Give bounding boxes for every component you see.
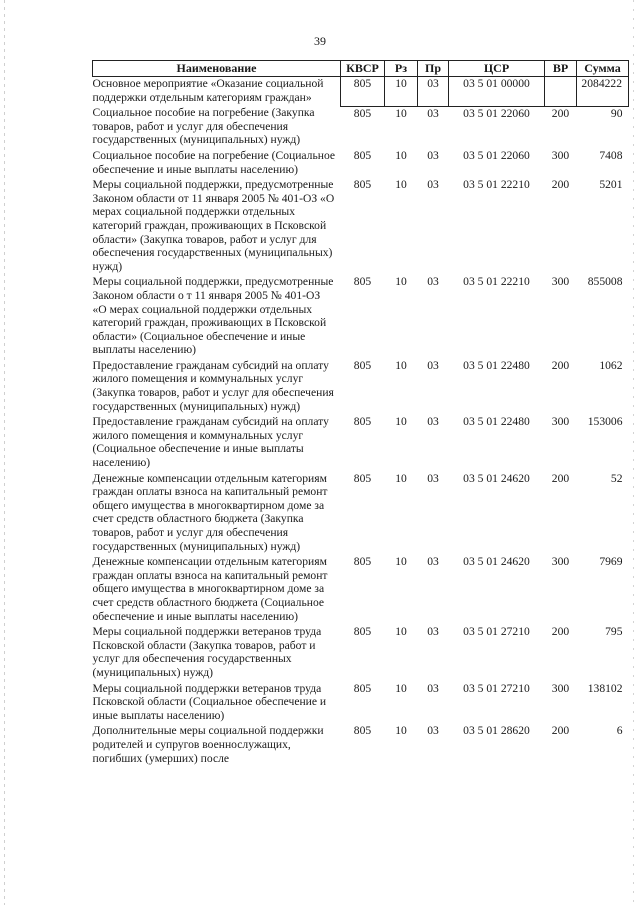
cell-kvsr: 805 (353, 358, 372, 372)
table-body (93, 77, 629, 768)
budget-table (92, 60, 629, 767)
table-row (93, 149, 629, 178)
header-kvsr: КВСР (341, 61, 385, 77)
table-header-row (93, 61, 629, 77)
cell-vr: 300 (551, 681, 570, 695)
cell-pr: 03 (427, 358, 439, 372)
cell-rz: 10 (395, 555, 407, 569)
cell-name: Меры социальной поддержки ветеранов труда Псковской области (Закупка товаров, работ и услуг для обеспечения государственных (муниципальных) нужд) (92, 625, 322, 679)
table-row (93, 359, 629, 415)
cell-csr: 03 5 01 27210 (463, 681, 530, 695)
cell-rz: 10 (395, 724, 407, 738)
table-row (93, 275, 629, 359)
cell-sum: 138102 (587, 681, 623, 695)
cell-kvsr: 805 (341, 77, 385, 107)
header-pr: Пр (418, 61, 449, 77)
cell-rz: 10 (395, 471, 407, 485)
cell-kvsr: 805 (353, 681, 372, 695)
cell-kvsr: 805 (353, 275, 372, 289)
cell-vr: 200 (551, 178, 570, 192)
header-sum: Сумма (577, 61, 629, 77)
cell-rz: 10 (395, 275, 407, 289)
cell-sum: 2084222 (577, 77, 629, 107)
cell-pr: 03 (427, 471, 439, 485)
cell-csr: 03 5 01 24620 (463, 555, 530, 569)
cell-csr: 03 5 01 27210 (463, 625, 530, 639)
cell-rz: 10 (395, 625, 407, 639)
table-row (93, 106, 629, 149)
cell-kvsr: 805 (353, 415, 372, 429)
table-row (93, 682, 629, 725)
cell-kvsr: 805 (353, 148, 372, 162)
cell-vr: 200 (551, 471, 570, 485)
table-row (93, 555, 629, 625)
header-vr: ВР (545, 61, 577, 77)
cell-pr: 03 (427, 415, 439, 429)
cell-name: Предоставление гражданам субсидий на оплату жилого помещения и коммунальных услуг (Социальное обеспечение и иные выплаты населению) (92, 415, 329, 470)
cell-csr: 03 5 01 00000 (449, 77, 545, 107)
cell-sum: 5201 (599, 178, 623, 192)
cell-sum: 52 (610, 471, 623, 485)
cell-vr: 300 (551, 555, 570, 569)
cell-sum: 795 (605, 625, 623, 639)
cell-csr: 03 5 01 22210 (463, 275, 530, 289)
header-csr: ЦСР (449, 61, 545, 77)
cell-name: Социальное пособие на погребение (Закупка товаров, работ и услуг для обеспечения государственных (муниципальных) нужд) (92, 106, 315, 147)
header-name: Наименование (93, 61, 341, 77)
cell-kvsr: 805 (353, 555, 372, 569)
cell-vr: 200 (551, 106, 570, 120)
cell-sum: 855008 (587, 275, 623, 289)
cell-rz: 10 (395, 148, 407, 162)
cell-vr: 300 (551, 148, 570, 162)
cell-name: Основное мероприятие «Оказание социальной поддержки отдельным категориям граждан» (93, 77, 341, 107)
cell-rz: 10 (395, 358, 407, 372)
cell-csr: 03 5 01 22480 (463, 415, 530, 429)
scan-edge-right (633, 0, 634, 905)
cell-sum: 1062 (599, 358, 623, 372)
cell-kvsr: 805 (353, 471, 372, 485)
cell-pr: 03 (427, 724, 439, 738)
cell-vr: 200 (551, 724, 570, 738)
cell-name: Меры социальной поддержки ветеранов труда Псковской области (Социальное обеспечение и иные выплаты населению) (92, 681, 327, 722)
cell-pr: 03 (427, 106, 439, 120)
cell-csr: 03 5 01 22210 (463, 178, 530, 192)
cell-vr: 300 (551, 275, 570, 289)
cell-rz: 10 (395, 415, 407, 429)
cell-sum: 153006 (587, 415, 623, 429)
table-row (93, 625, 629, 681)
cell-kvsr: 805 (353, 106, 372, 120)
table-row (93, 724, 629, 767)
cell-pr: 03 (427, 625, 439, 639)
cell-csr: 03 5 01 22060 (463, 148, 530, 162)
cell-pr: 03 (427, 148, 439, 162)
cell-rz: 10 (395, 178, 407, 192)
cell-vr: 200 (551, 358, 570, 372)
table-row (93, 77, 629, 107)
cell-pr: 03 (427, 275, 439, 289)
page-number: 39 (314, 34, 326, 48)
cell-vr: 200 (551, 625, 570, 639)
cell-sum: 7969 (599, 555, 623, 569)
cell-kvsr: 805 (353, 625, 372, 639)
cell-csr: 03 5 01 24620 (463, 471, 530, 485)
cell-name: Предоставление гражданам субсидий на оплату жилого помещения и коммунальных услуг (Закупка товаров, работ и услуг для обеспечения государственных (муниципальных) нужд) (92, 358, 334, 413)
cell-name: Денежные компенсации отдельным категориям граждан оплаты взноса на капитальный ремонт общего имущества в многоквартирном доме за счет средств областного бюджета (Закупка товаров, работ и услуг для обеспечения государственных (муниципальных) нужд) (92, 471, 328, 553)
cell-sum: 7408 (599, 148, 623, 162)
cell-csr: 03 5 01 22480 (463, 358, 530, 372)
cell-vr (545, 77, 577, 107)
cell-csr: 03 5 01 28620 (463, 724, 530, 738)
cell-pr: 03 (427, 555, 439, 569)
cell-rz: 10 (395, 106, 407, 120)
cell-pr: 03 (418, 77, 449, 107)
scan-edge-left (4, 0, 5, 905)
cell-name: Меры социальной поддержки, предусмотренные Законом области о т 11 января 2005 № 401-ОЗ «О мерах социальной поддержки отдельных категорий граждан, проживающих в Псковской области» (Социальное обеспечение и иные выплаты населению) (92, 275, 334, 357)
cell-rz: 10 (395, 681, 407, 695)
cell-vr: 300 (551, 415, 570, 429)
cell-csr: 03 5 01 22060 (463, 106, 530, 120)
cell-name: Дополнительные меры социальной поддержки родителей и супругов военнослужащих, погибших (умерших) после (92, 724, 324, 765)
cell-name: Денежные компенсации отдельным категориям граждан оплаты взноса на капитальный ремонт общего имущества в многоквартирном доме за счет средств областного бюджета (Социальное обеспечение и иные выплаты населению) (92, 555, 328, 623)
cell-kvsr: 805 (353, 178, 372, 192)
cell-pr: 03 (427, 681, 439, 695)
cell-name: Меры социальной поддержки, предусмотренные Законом области от 11 января 2005 № 401-ОЗ «О мерах социальной поддержки отдельных категорий граждан, проживающих в Псковской области» (Закупка товаров, работ и услуг для обеспечения государственных (муниципальных) нужд) (92, 178, 335, 273)
cell-name: Социальное пособие на погребение (Социальное обеспечение и иные выплаты населению) (92, 148, 336, 176)
header-rz: Рз (385, 61, 418, 77)
cell-rz: 10 (385, 77, 418, 107)
table-row (93, 472, 629, 556)
cell-pr: 03 (427, 178, 439, 192)
table-row (93, 178, 629, 275)
cell-sum: 90 (610, 106, 623, 120)
table-row (93, 415, 629, 471)
cell-kvsr: 805 (353, 724, 372, 738)
cell-sum: 6 (616, 724, 623, 738)
